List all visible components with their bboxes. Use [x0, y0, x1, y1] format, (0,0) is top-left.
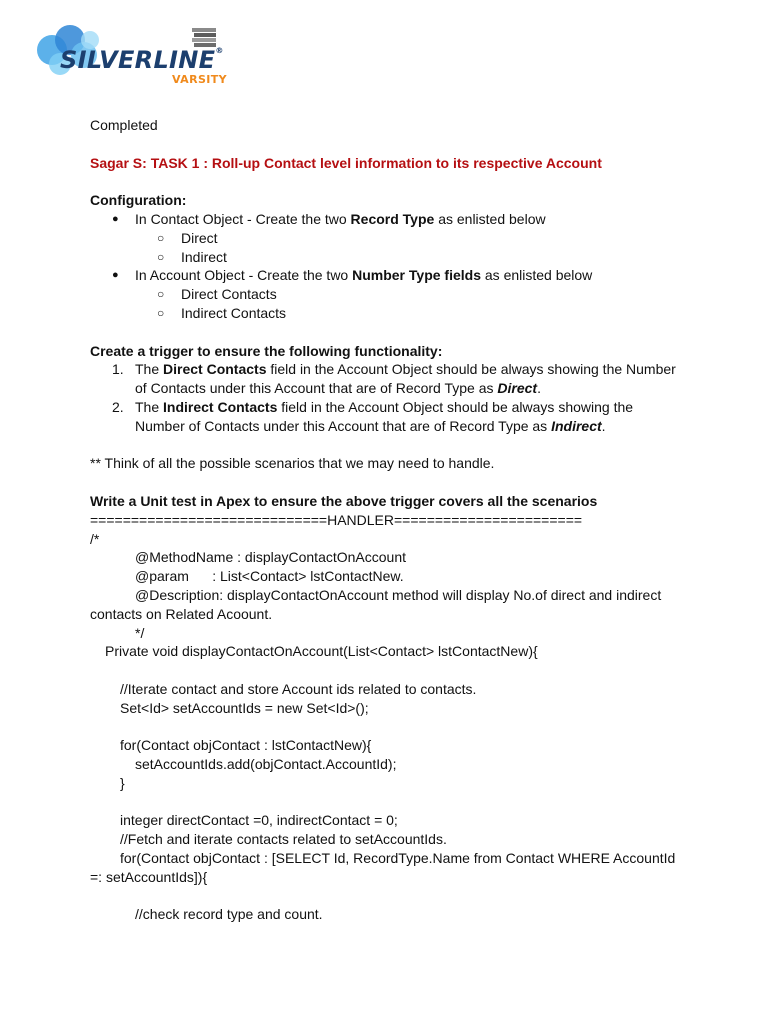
- code-comment-close: */: [135, 624, 145, 641]
- code-param: @param : List<Contact> lstContactNew.: [135, 568, 404, 585]
- code-line: =: setAccountIds]){: [90, 868, 208, 885]
- logo-wordmark: SILVERLINE®: [60, 46, 224, 74]
- code-line: for(Contact objContact : lstContactNew){: [120, 737, 372, 754]
- configuration-heading: Configuration:: [90, 192, 187, 209]
- code-comment-open: /*: [90, 530, 100, 547]
- config-item-account: ● In Account Object - Create the two Number Type fields as enlisted below: [90, 266, 680, 285]
- config-subitem-direct: ○ Direct: [90, 229, 680, 248]
- code-signature: Private void displayContactOnAccount(List<Contact> lstContactNew){: [105, 643, 538, 660]
- logo-subtitle: VARSITY: [172, 73, 228, 86]
- trigger-item-1: 1. The Direct Contacts field in the Account Object should be always showing the Number of Contacts under this Account that are of Record Type as Direct.: [112, 361, 676, 397]
- scenarios-note: ** Think of all the possible scenarios that we may need to handle.: [90, 455, 495, 472]
- code-line: integer directContact =0, indirectContact = 0;: [120, 812, 398, 829]
- config-item-contact: ● In Contact Object - Create the two Record Type as enlisted below: [90, 210, 680, 229]
- unit-test-heading: Write a Unit test in Apex to ensure the above trigger covers all the scenarios: [90, 492, 598, 509]
- code-line: //Fetch and iterate contacts related to setAccountIds.: [120, 831, 447, 848]
- code-line: }: [120, 774, 125, 791]
- code-handler-separator: =============================HANDLER=======================: [90, 511, 583, 528]
- status-text: Completed: [90, 117, 158, 133]
- code-line: //Iterate contact and store Account ids related to contacts.: [120, 680, 477, 697]
- code-line: //check record type and count.: [135, 906, 323, 923]
- silverline-varsity-logo: [32, 0, 228, 92]
- code-method-name: @MethodName : displayContactOnAccount: [135, 549, 407, 566]
- code-description: @Description: displayContactOnAccount method will display No.of direct and indirect contacts on Related Acoount.: [90, 586, 662, 622]
- config-subitem-direct-contacts: ○ Direct Contacts: [90, 285, 680, 304]
- config-subitem-indirect-contacts: ○ Indirect Contacts: [90, 304, 680, 323]
- task-title: Sagar S: TASK 1 : Roll-up Contact level information to its respective Account: [90, 154, 602, 171]
- document-body: [90, 116, 680, 924]
- code-line: for(Contact objContact : [SELECT Id, RecordType.Name from Contact WHERE AccountId: [120, 850, 676, 867]
- trigger-heading: Create a trigger to ensure the following functionality:: [90, 342, 443, 359]
- code-line: setAccountIds.add(objContact.AccountId);: [135, 756, 397, 773]
- code-line: Set<Id> setAccountIds = new Set<Id>();: [120, 699, 369, 716]
- config-subitem-indirect: ○ Indirect: [90, 248, 680, 267]
- trigger-item-2: 2. The Indirect Contacts field in the Account Object should be always showing the Number of Contacts under this Account that are of Record Type as Indirect.: [112, 398, 634, 434]
